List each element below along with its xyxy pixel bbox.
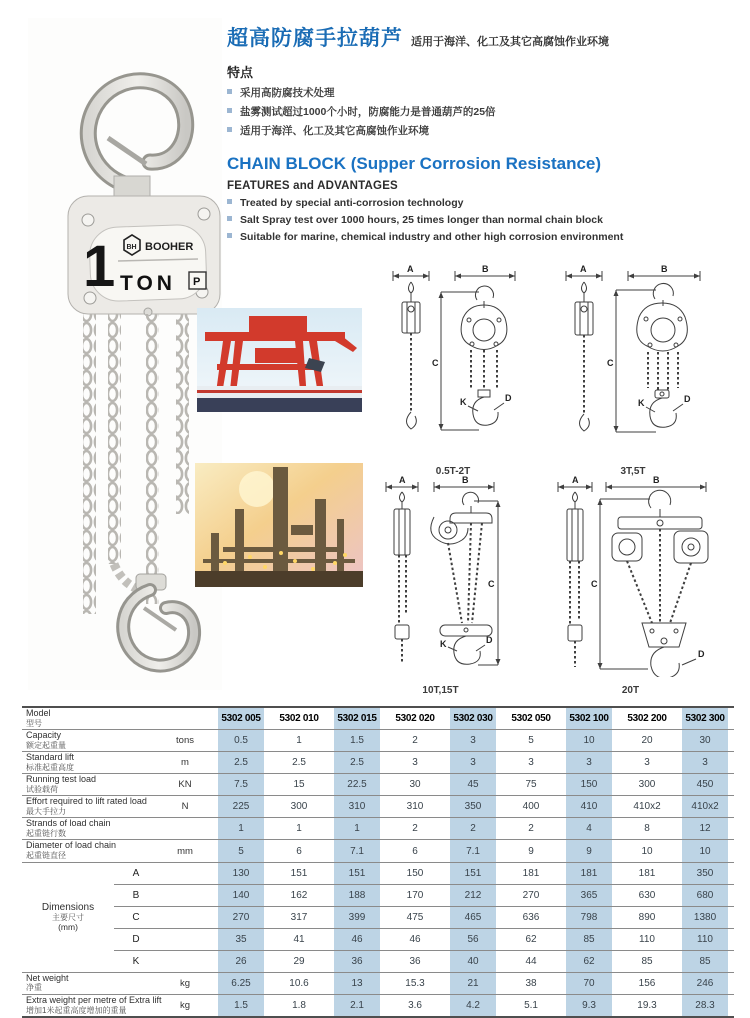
spec-cell: 36 [386, 950, 444, 972]
spec-cell: 5302 300 [676, 707, 734, 730]
spec-cell: 62 [560, 950, 618, 972]
spec-cell: 300 [270, 796, 328, 818]
spec-cell: 450 [676, 774, 734, 796]
dim-letter: K [114, 950, 158, 972]
spec-cell: 310 [328, 796, 386, 818]
table-row [22, 840, 734, 862]
drawing-caption: 20T [621, 685, 640, 696]
row-label-cn: 增加1米起重高度增加的重量 [26, 1005, 127, 1015]
row-label-en: Strands of load chain [26, 818, 111, 829]
feature-text: 适用于海洋、化工及其它高腐蚀作业环境 [240, 125, 429, 138]
feature-text: 采用高防腐技术处理 [240, 87, 335, 99]
spec-cell: 1.5 [328, 730, 386, 752]
spec-cell: 12 [676, 818, 734, 840]
spec-cell [158, 862, 212, 884]
spec-cell: 2 [386, 730, 444, 752]
spec-cell: 181 [560, 862, 618, 884]
spec-cell: 9 [560, 840, 618, 862]
row-label [22, 752, 158, 774]
spec-cell: 28.3 [676, 994, 734, 1017]
drawing-05t-2t [383, 262, 523, 477]
spec-cell: 5302 015 [328, 707, 386, 730]
dim-A: A [580, 264, 587, 274]
bullet-square-icon [227, 199, 232, 204]
spec-cell: 30 [676, 730, 734, 752]
row-label-cn: 额定起重量 [26, 740, 66, 750]
spec-cell: 7.1 [328, 840, 386, 862]
spec-cell: 410 [560, 796, 618, 818]
row-label-en: Standard lift [26, 752, 75, 763]
spec-cell: 10.6 [270, 972, 328, 994]
refinery-photo [195, 463, 363, 587]
feature-text: Salt Spray test over 1000 hours, 25 times longer than normal chain block [240, 214, 603, 227]
row-label-cn: 试验载荷 [26, 785, 58, 795]
spec-cell: 45 [444, 774, 502, 796]
unit-cell: KN [158, 774, 212, 796]
spec-cell: 1 [328, 818, 386, 840]
spec-cell: 6.25 [212, 972, 270, 994]
refinery-image [195, 463, 363, 587]
drawing-caption: 10T,15T [422, 685, 459, 696]
spec-cell: 317 [270, 906, 328, 928]
table-row [22, 906, 734, 928]
row-label [22, 796, 158, 818]
drawing-caption: 3T,5T [620, 466, 646, 477]
unit-cell [158, 818, 212, 840]
product-photo [28, 18, 222, 690]
page-title-en: CHAIN BLOCK (Supper Corrosion Resistance) [227, 154, 602, 174]
hoist-drawing [378, 475, 503, 677]
dim-letter: B [114, 884, 158, 906]
drawing-3t-5t [558, 262, 708, 477]
spec-cell: 399 [328, 906, 386, 928]
row-label-cn: 净重 [26, 983, 42, 993]
dim-D: D [684, 394, 691, 404]
spec-cell: 410x2 [676, 796, 734, 818]
spec-cell: 4.2 [444, 994, 502, 1017]
dim-C: C [488, 579, 495, 589]
table-row [22, 950, 734, 972]
spec-cell: 36 [328, 950, 386, 972]
spec-cell: 85 [618, 950, 676, 972]
drawing-caption: 0.5T-2T [435, 466, 471, 477]
spec-cell: 5302 100 [560, 707, 618, 730]
table-row [22, 730, 734, 752]
spec-cell: 1380 [676, 906, 734, 928]
spec-cell: 212 [444, 884, 502, 906]
spec-cell: 1 [270, 730, 328, 752]
spec-cell: 270 [502, 884, 560, 906]
bullet-square-icon [227, 108, 232, 113]
hoist-body [68, 176, 220, 316]
spec-cell: 6 [386, 840, 444, 862]
spec-cell: 5302 010 [279, 713, 319, 725]
spec-cell: 465 [444, 906, 502, 928]
spec-cell: 246 [676, 972, 734, 994]
brand-name: BOOHER [145, 241, 194, 253]
spec-cell: 38 [502, 972, 560, 994]
row-label [22, 730, 158, 752]
spec-cell: 46 [328, 928, 386, 950]
spec-cell: 5 [502, 730, 560, 752]
table-row [22, 796, 734, 818]
cn-title-row [227, 22, 743, 52]
intro-block [227, 22, 743, 248]
row-label [22, 818, 158, 840]
spec-cell: 3 [618, 752, 676, 774]
spec-cell: 3 [444, 752, 502, 774]
dim-A: A [407, 264, 414, 274]
row-label-en: Diameter of load chain [26, 840, 117, 851]
spec-cell: 188 [328, 884, 386, 906]
spec-cell: 3 [386, 752, 444, 774]
spec-cell: 400 [502, 796, 560, 818]
dim-label-line: Dimensions [41, 901, 95, 913]
spec-cell: 365 [560, 884, 618, 906]
spec-cell: 798 [560, 906, 618, 928]
port-crane-image [197, 308, 362, 412]
spec-cell: 3 [502, 752, 560, 774]
dim-K: K [460, 397, 467, 407]
dim-C: C [607, 358, 614, 368]
spec-cell: 2.1 [328, 994, 386, 1017]
spec-cell: 680 [676, 884, 734, 906]
spec-cell [158, 928, 212, 950]
cn-features-heading: 特点 [227, 65, 254, 80]
spec-cell: 1 [212, 818, 270, 840]
dim-D: D [486, 635, 493, 645]
spec-cell: 21 [444, 972, 502, 994]
badge-p: P [193, 276, 201, 288]
dim-K: K [638, 398, 645, 408]
row-label-cn: 起重链直径 [26, 851, 66, 861]
spec-cell: 156 [618, 972, 676, 994]
dim-letter: D [114, 928, 158, 950]
row-label-en: Model [26, 708, 51, 718]
list-item [227, 214, 743, 226]
spec-cell: 181 [618, 862, 676, 884]
unit-cell: N [158, 796, 212, 818]
drawing-10t-15t [378, 475, 503, 696]
spec-cell: 5 [212, 840, 270, 862]
feature-text: Treated by special anti-corrosion technology [240, 197, 464, 210]
unit-cell: kg [158, 972, 212, 994]
spec-cell: 30 [386, 774, 444, 796]
spec-cell: 15.3 [386, 972, 444, 994]
spec-cell: 0.5 [212, 730, 270, 752]
spec-cell: 70 [560, 972, 618, 994]
spec-cell: 10 [560, 730, 618, 752]
list-item [227, 231, 743, 243]
spec-cell: 181 [502, 862, 560, 884]
spec-cell: 4 [560, 818, 618, 840]
table-row [22, 972, 734, 994]
spec-cell: 1.8 [270, 994, 328, 1017]
row-label [22, 707, 158, 730]
table-row [22, 862, 734, 884]
dim-B: B [661, 264, 668, 274]
spec-cell: 5.1 [502, 994, 560, 1017]
spec-cell: 350 [676, 862, 734, 884]
dim-A: A [572, 475, 579, 485]
logo-mark: BH [126, 244, 137, 251]
spec-cell: 5302 200 [627, 713, 667, 725]
row-label-en: Extra weight per metre of Extra lift [26, 994, 162, 1005]
spec-cell: 636 [502, 906, 560, 928]
spec-cell: 3.6 [386, 994, 444, 1017]
dim-A: A [399, 475, 406, 485]
spec-cell: 310 [386, 796, 444, 818]
spec-cell: 225 [212, 796, 270, 818]
row-label-cn: 型号 [26, 718, 42, 728]
table-row [22, 752, 734, 774]
feature-text: 盐雾测试超过1000个小时，防腐能力是普通葫芦的25倍 [240, 106, 496, 119]
hoist-drawing [548, 475, 713, 677]
table-row [22, 884, 734, 906]
spec-cell: 150 [560, 774, 618, 796]
ton-value: 1 [83, 234, 116, 299]
spec-cell: 2 [502, 818, 560, 840]
dim-C: C [432, 358, 439, 368]
spec-cell: 2 [386, 818, 444, 840]
hoist-drawing [383, 262, 523, 458]
list-item [227, 197, 743, 209]
row-label [22, 774, 158, 796]
row-label [22, 972, 158, 994]
spec-cell: 300 [618, 774, 676, 796]
dimensions-group-label [22, 862, 114, 972]
spec-cell: 350 [444, 796, 502, 818]
spec-cell: 5302 030 [444, 707, 502, 730]
hoist-drawing [558, 262, 708, 458]
row-label [22, 840, 158, 862]
list-item [227, 106, 743, 119]
spec-cell: 2 [444, 818, 502, 840]
spec-cell: 150 [386, 862, 444, 884]
unit-cell: m [158, 752, 212, 774]
chain-hoist-photo [28, 18, 222, 690]
list-item [227, 125, 743, 138]
spec-cell: 26 [212, 950, 270, 972]
spec-cell: 40 [444, 950, 502, 972]
unit-cell: mm [158, 840, 212, 862]
spec-cell: 62 [502, 928, 560, 950]
table-row [22, 994, 734, 1017]
spec-cell: 41 [270, 928, 328, 950]
spec-cell: 110 [618, 928, 676, 950]
spec-cell: 2.5 [212, 752, 270, 774]
spec-cell: 5302 005 [212, 707, 270, 730]
dim-label-line: (mm) [58, 922, 78, 933]
list-item [227, 87, 743, 100]
page-subtitle-cn: 适用于海洋、化工及其它高腐蚀作业环境 [411, 36, 609, 48]
ton-label: TON [120, 272, 176, 295]
spec-cell: 10 [676, 840, 734, 862]
spec-cell: 270 [212, 906, 270, 928]
spec-cell: 3 [676, 752, 734, 774]
spec-cell: 3 [444, 730, 502, 752]
row-label-en: Effort required to lift rated load [26, 796, 147, 807]
row-label-en: Net weight [26, 972, 69, 983]
spec-cell: 56 [444, 928, 502, 950]
spec-cell: 9 [502, 840, 560, 862]
spec-cell: 20 [618, 730, 676, 752]
row-label [22, 994, 162, 1017]
table-row [22, 774, 734, 796]
spec-cell [158, 707, 212, 730]
spec-cell: 85 [560, 928, 618, 950]
spec-cell [158, 950, 212, 972]
spec-cell: 1 [270, 818, 328, 840]
bullet-square-icon [227, 89, 232, 94]
spec-cell: 151 [270, 862, 328, 884]
bullet-square-icon [227, 216, 232, 221]
spec-cell: 44 [502, 950, 560, 972]
spec-cell: 35 [212, 928, 270, 950]
dim-D: D [698, 649, 705, 659]
spec-cell: 8 [618, 818, 676, 840]
feature-text: Suitable for marine, chemical industry and other high corrosion environment [240, 231, 624, 244]
spec-cell: 110 [676, 928, 734, 950]
spec-cell: 890 [618, 906, 676, 928]
spec-cell: 22.5 [328, 774, 386, 796]
spec-cell: 130 [212, 862, 270, 884]
spec-cell: 75 [502, 774, 560, 796]
page-title-cn: 超高防腐手拉葫芦 [227, 27, 403, 50]
spec-cell: 29 [270, 950, 328, 972]
spec-cell: 162 [270, 884, 328, 906]
spec-cell: 2.5 [328, 752, 386, 774]
en-feature-list [227, 197, 743, 243]
cn-feature-list [227, 87, 743, 138]
unit-cell: kg [158, 994, 212, 1017]
row-label-en: Running test load [26, 774, 97, 785]
spec-cell: 5302 020 [395, 713, 435, 725]
spec-cell: 6 [270, 840, 328, 862]
spec-cell: 7.5 [212, 774, 270, 796]
spec-cell: 630 [618, 884, 676, 906]
spec-cell: 7.1 [444, 840, 502, 862]
spec-cell: 19.3 [618, 994, 676, 1017]
dim-letter: A [114, 862, 158, 884]
spec-cell: 151 [444, 862, 502, 884]
row-label-cn: 最大手拉力 [26, 807, 66, 817]
spec-cell: 10 [618, 840, 676, 862]
spec-cell: 3 [560, 752, 618, 774]
spec-cell: 9.3 [560, 994, 618, 1017]
spec-cell: 13 [328, 972, 386, 994]
en-features-heading: FEATURES and ADVANTAGES [227, 180, 398, 193]
spec-cell: 1.5 [212, 994, 270, 1017]
dim-letter: C [114, 906, 158, 928]
spec-cell [158, 884, 212, 906]
spec-cell: 2.5 [270, 752, 328, 774]
table-row [22, 707, 734, 730]
spec-cell: 170 [386, 884, 444, 906]
bullet-square-icon [227, 127, 232, 132]
table-row [22, 928, 734, 950]
table-row [22, 818, 734, 840]
row-label-cn: 标准起重高度 [26, 763, 74, 773]
dim-B: B [482, 264, 489, 274]
spec-table [22, 706, 734, 1018]
row-label-cn: 起重链行数 [26, 829, 66, 839]
spec-cell: 410x2 [618, 796, 676, 818]
dim-D: D [505, 393, 512, 403]
row-label-en: Capacity [26, 730, 62, 741]
drawing-20t [548, 475, 713, 696]
spec-cell: 85 [676, 950, 734, 972]
spec-cell: 140 [212, 884, 270, 906]
spec-cell: 475 [386, 906, 444, 928]
spec-cell [158, 906, 212, 928]
spec-cell: 151 [328, 862, 386, 884]
dim-B: B [462, 475, 469, 485]
spec-cell: 46 [386, 928, 444, 950]
unit-cell: tons [158, 730, 212, 752]
dim-label-line: 主要尺寸 [52, 912, 84, 922]
dim-C: C [591, 579, 598, 589]
spec-cell: 15 [270, 774, 328, 796]
dim-B: B [653, 475, 660, 485]
bullet-square-icon [227, 233, 232, 238]
dim-K: K [440, 639, 447, 649]
spec-cell: 5302 050 [511, 713, 551, 725]
crane-photo [197, 308, 362, 412]
